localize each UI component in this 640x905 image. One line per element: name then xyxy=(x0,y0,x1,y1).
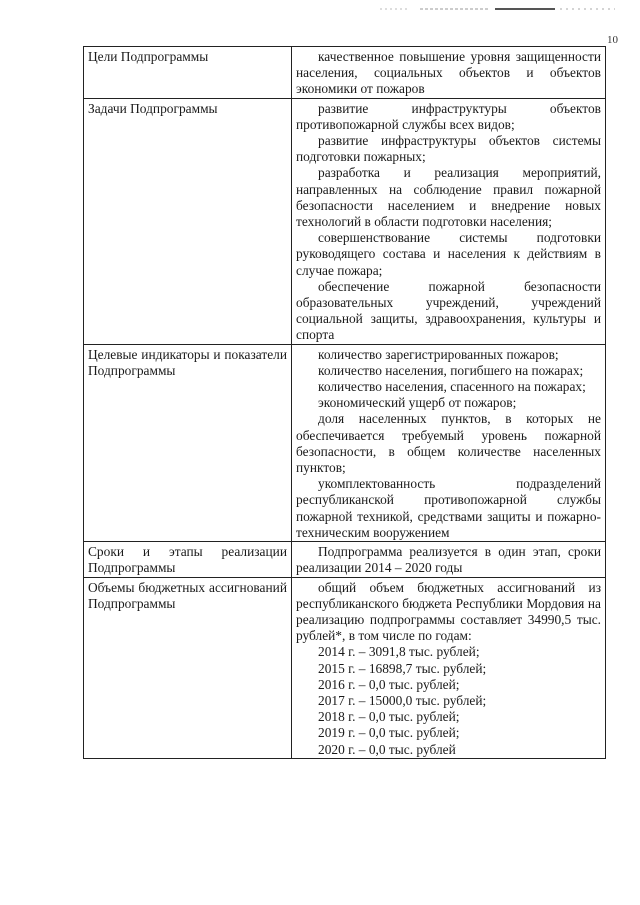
list-item: обеспечение пожарной безопасности образовательных учреждений, учреждений социальной защиты, здравоохранения, культуры и спорта xyxy=(296,278,601,343)
row-label: Объемы бюджетных ассигнований Подпрограммы xyxy=(84,577,292,758)
list-item: экономический ущерб от пожаров; xyxy=(318,395,517,411)
list-item: количество населения, спасенного на пожарах; xyxy=(318,379,586,395)
list-item: совершенствование системы подготовки руководящего состава и населения к действиям в случае пожара; xyxy=(296,230,601,278)
row-content xyxy=(292,344,606,541)
year-amount: 2019 г. – 0,0 тыс. рублей; xyxy=(318,725,460,741)
list-item: количество зарегистрированных пожаров; xyxy=(318,346,559,362)
passport-table xyxy=(83,46,606,759)
table-row xyxy=(84,577,606,758)
row-content xyxy=(292,577,606,758)
year-amount: 2017 г. – 15000,0 тыс. рублей; xyxy=(318,692,487,708)
list-item: качественное повышение уровня защищенности населения, социальных объектов и объектов экономики от пожаров xyxy=(296,49,601,97)
row-label: Целевые индикаторы и показатели Подпрограммы xyxy=(84,344,292,541)
list-item: доля населенных пунктов, в которых не обеспечивается требуемый уровень пожарной безопасности, в общем количестве населенных пунктов; xyxy=(296,411,601,476)
year-amount: 2018 г. – 0,0 тыс. рублей; xyxy=(318,709,460,725)
list-item: общий объем бюджетных ассигнований из республиканского бюджета Республики Мордовия на реализацию подпрограммы составляет 34990,5 тыс. рублей*, в том числе по годам: xyxy=(296,579,601,644)
row-label: Задачи Подпрограммы xyxy=(84,98,292,344)
table-row xyxy=(84,47,606,99)
table-row xyxy=(84,98,606,344)
year-amount: 2016 г. – 0,0 тыс. рублей; xyxy=(318,676,460,692)
scan-artifact xyxy=(380,6,615,12)
row-content xyxy=(292,47,606,99)
list-item: укомплектованность подразделений республиканской противопожарной службы пожарной техникой, средствами защиты и пожарно-техническим вооружением xyxy=(296,476,601,540)
table-row xyxy=(84,344,606,541)
row-content xyxy=(292,542,606,577)
list-item: разработка и реализация мероприятий, направленных на соблюдение правил пожарной безопасности населением и внедрение новых технологий в области подготовки населения; xyxy=(296,165,601,230)
year-amount: 2014 г. – 3091,8 тыс. рублей; xyxy=(318,644,480,660)
row-content xyxy=(292,98,606,344)
page-number: 10 xyxy=(607,34,618,46)
row-label: Сроки и этапы реализации Подпрограммы xyxy=(84,542,292,577)
list-item: количество населения, погибшего на пожарах; xyxy=(318,362,584,378)
year-amount: 2015 г. – 16898,7 тыс. рублей; xyxy=(318,660,487,676)
list-item: развитие инфраструктуры объектов противопожарной службы всех видов; xyxy=(296,100,601,132)
year-amount: 2020 г. – 0,0 тыс. рублей xyxy=(318,741,456,757)
list-item: Подпрограмма реализуется в один этап, сроки реализации 2014 – 2020 годы xyxy=(296,544,601,576)
table-row xyxy=(84,542,606,577)
row-label: Цели Подпрограммы xyxy=(84,47,292,99)
list-item: развитие инфраструктуры объектов системы подготовки пожарных; xyxy=(296,133,601,165)
